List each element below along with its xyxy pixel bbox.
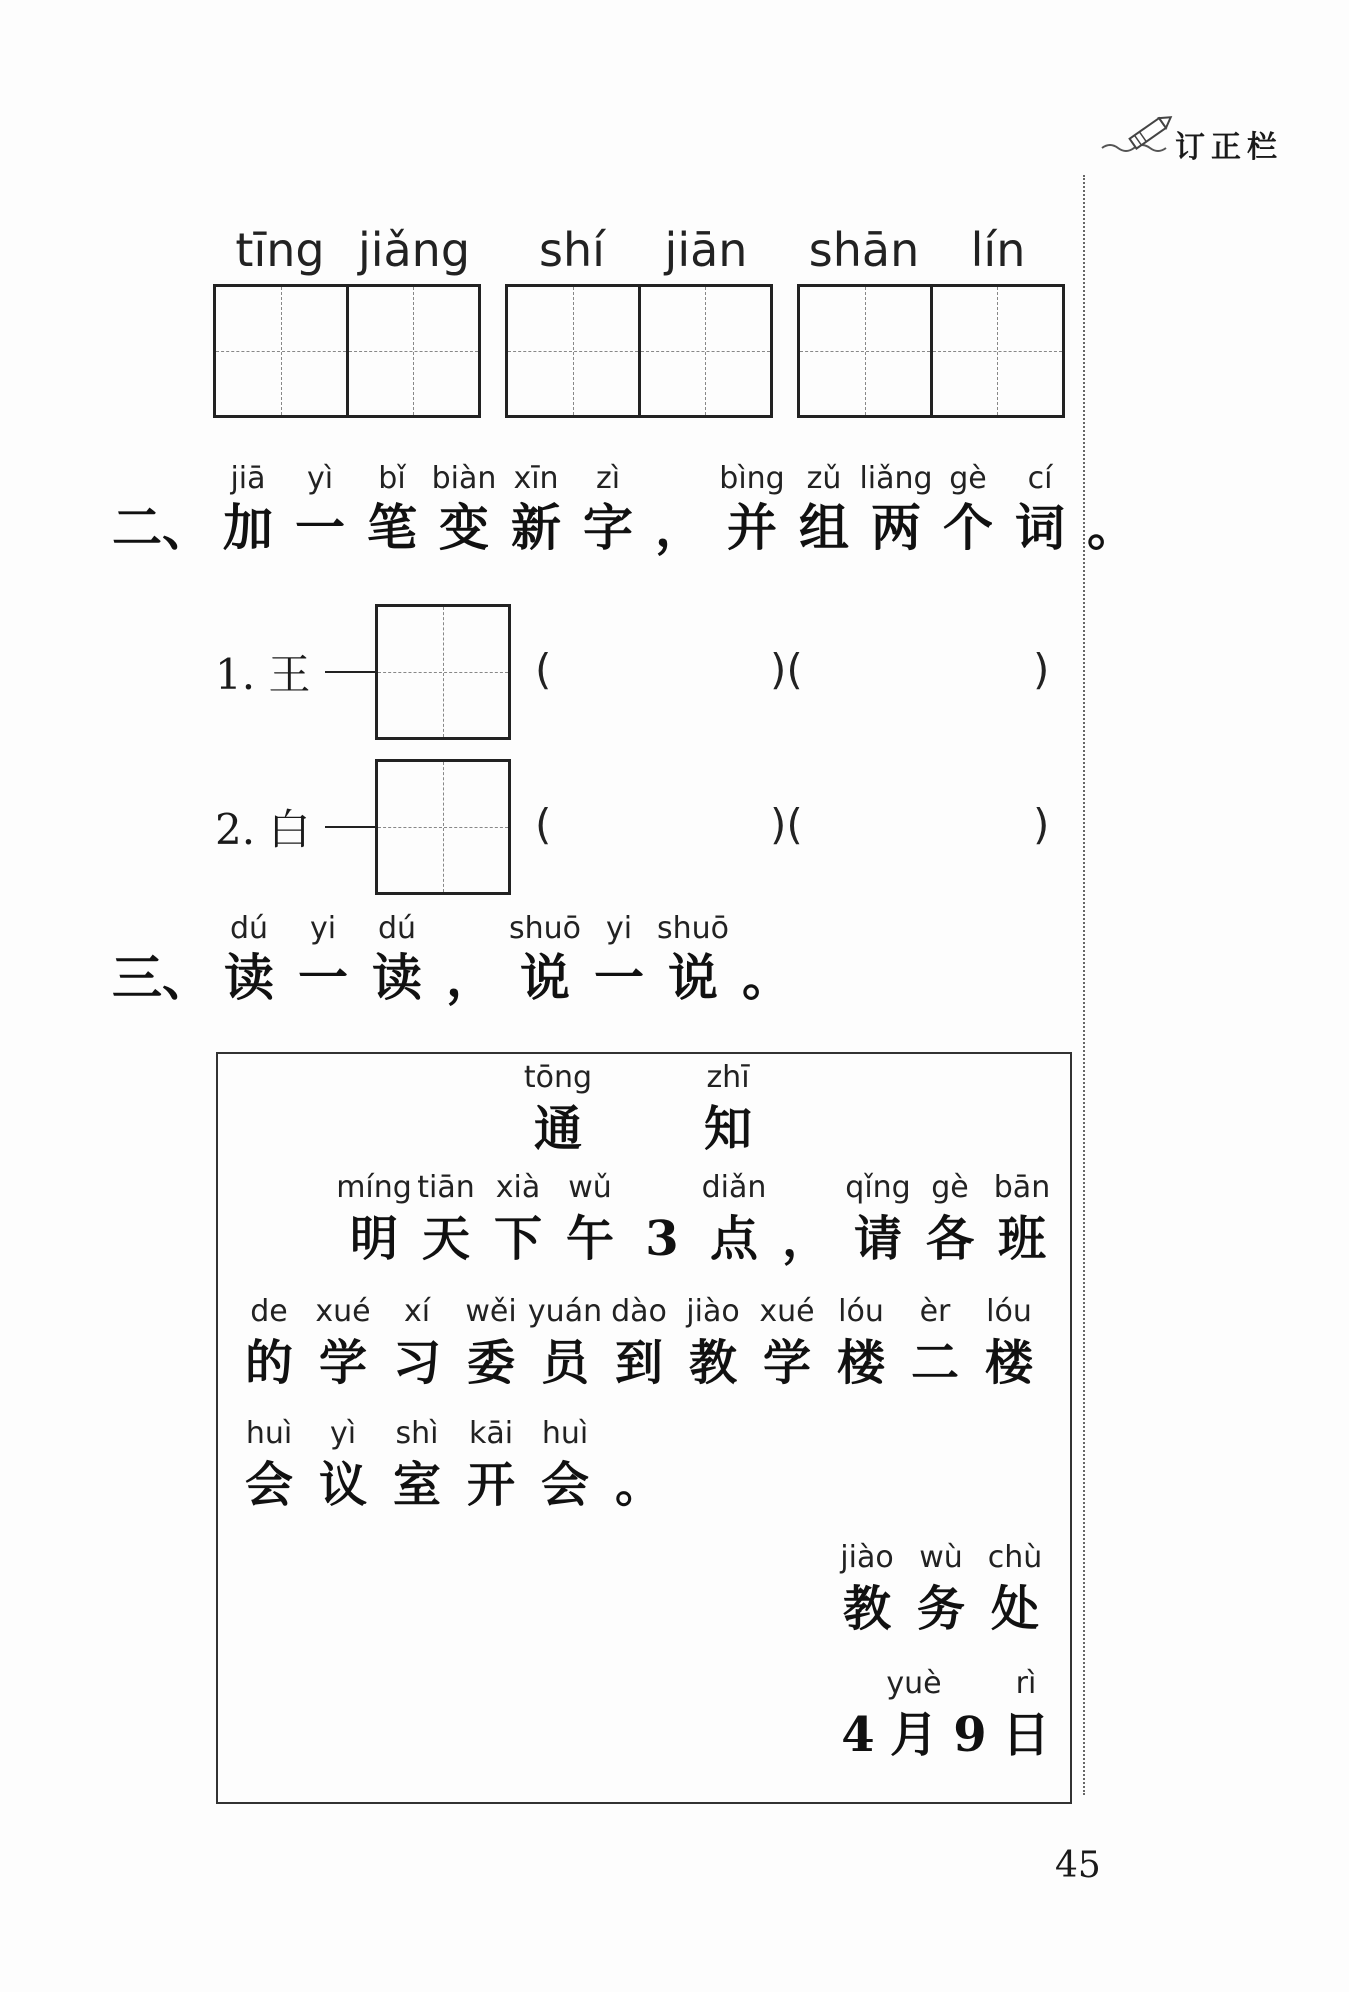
syllable: [770, 1166, 842, 1268]
writing-cell[interactable]: [641, 287, 771, 415]
syllable: [886, 1662, 942, 1764]
pinyin: yuán: [527, 1294, 603, 1329]
syllable: [212, 910, 286, 1008]
word-blank-2[interactable]: ): [1033, 800, 1050, 849]
syllable: [554, 1166, 626, 1268]
pinyin: chù: [987, 1540, 1043, 1575]
page-number: 45: [1055, 1845, 1101, 1886]
word-blank-1[interactable]: )(: [770, 800, 803, 849]
notice-line-3: [232, 1412, 676, 1514]
hanzi: 一: [298, 948, 348, 1007]
pinyin: huì: [541, 1416, 589, 1451]
writing-cell[interactable]: [800, 287, 933, 415]
syllable: [286, 910, 360, 1008]
hanzi: 一: [295, 498, 345, 557]
syllable: [284, 460, 356, 558]
syllable: [830, 1662, 886, 1764]
section-2-heading: [112, 460, 1148, 558]
section-number: 二、: [112, 498, 212, 557]
pinyin: lín: [970, 223, 1026, 277]
pinyin: wǔ: [568, 1170, 612, 1205]
pinyin: zǔ: [806, 461, 842, 496]
pinyin: gè: [931, 1170, 969, 1205]
pinyin: jiào: [686, 1294, 740, 1329]
word-blank-1[interactable]: )(: [770, 645, 803, 694]
word-blank-2[interactable]: ): [1033, 645, 1050, 694]
pinyin: bān: [993, 1170, 1051, 1205]
answer-box[interactable]: [375, 604, 511, 740]
pinyin: xià: [495, 1170, 541, 1205]
syllable: [824, 1290, 898, 1392]
syllable: [582, 910, 656, 1008]
pinyin: lóu: [838, 1294, 884, 1329]
syllable: [232, 1290, 306, 1392]
hanzi: 二: [910, 1335, 959, 1391]
hanzi: ，: [446, 948, 496, 1007]
pinyin: shān: [808, 223, 920, 277]
notice-signature: [830, 1536, 1052, 1638]
hanzi: 委: [466, 1335, 515, 1391]
syllable: [380, 1290, 454, 1392]
pinyin: yì: [306, 461, 334, 496]
syllable: [716, 460, 788, 558]
hanzi: 两: [871, 498, 921, 557]
pinyin: míng: [336, 1170, 412, 1205]
pinyin: shuō: [656, 911, 729, 946]
hanzi: 学: [318, 1335, 367, 1391]
pinyin: wù: [919, 1540, 963, 1575]
pinyin: xīn: [513, 461, 559, 496]
hanzi: 请: [853, 1211, 902, 1267]
hanzi: 议: [318, 1457, 367, 1513]
connector-line: [325, 826, 375, 828]
open-paren: (: [535, 645, 552, 694]
hanzi: 读: [224, 948, 274, 1007]
pinyin: cí: [1027, 461, 1053, 496]
notice-line-2: [232, 1290, 1046, 1392]
exercise-item-2: [215, 760, 511, 894]
pinyin: dú: [229, 911, 269, 946]
notice-line-1: [338, 1166, 1058, 1268]
hanzi: 并: [727, 498, 777, 557]
hanzi: 加: [223, 498, 273, 557]
pinyin: dú: [377, 911, 417, 946]
pinyin: kāi: [468, 1416, 514, 1451]
pinyin: liǎng: [859, 461, 933, 496]
syllable: [528, 1290, 602, 1392]
answer-box[interactable]: [375, 759, 511, 895]
hanzi: 新: [511, 498, 561, 557]
hanzi: 教: [688, 1335, 737, 1391]
pinyin: biàn: [431, 461, 497, 496]
pinyin: xué: [315, 1294, 371, 1329]
hanzi: 楼: [984, 1335, 1033, 1391]
hanzi: 务: [916, 1581, 965, 1637]
hanzi: 习: [392, 1335, 441, 1391]
syllable: [788, 460, 860, 558]
writing-cell[interactable]: [508, 287, 641, 415]
writing-cell[interactable]: [349, 287, 479, 415]
pinyin: yi: [605, 911, 633, 946]
syllable: [212, 460, 284, 558]
item-label: 2. 白: [215, 805, 311, 854]
syllable: [356, 460, 428, 558]
pinyin: xué: [759, 1294, 815, 1329]
pinyin: yuè: [886, 1666, 942, 1701]
syllable: [978, 1536, 1052, 1638]
hanzi: 教: [842, 1581, 891, 1637]
pinyin: diǎn: [701, 1170, 767, 1205]
pinyin: jiào: [840, 1540, 894, 1575]
hanzi: 的: [244, 1335, 293, 1391]
hanzi: ，: [655, 498, 705, 557]
syllable: [528, 1412, 602, 1514]
pinyin: huì: [245, 1416, 293, 1451]
hanzi: 天: [421, 1211, 470, 1267]
syllable: [914, 1166, 986, 1268]
pinyin: shuō: [508, 911, 581, 946]
syllable: [572, 460, 644, 558]
correction-divider: [1083, 175, 1085, 1795]
syllable: [454, 1290, 528, 1392]
hanzi: 到: [614, 1335, 663, 1391]
notice-box: [216, 1052, 1072, 1804]
notice-date: [830, 1662, 1054, 1764]
item-label: 1. 王: [215, 650, 311, 699]
hanzi: 楼: [836, 1335, 885, 1391]
pinyin: de: [250, 1294, 288, 1329]
syllable: [904, 1536, 978, 1638]
section-number: 三、: [112, 948, 212, 1007]
syllable: [306, 1412, 380, 1514]
writing-group-1: [213, 222, 481, 418]
hanzi: 一: [594, 948, 644, 1007]
hanzi: 午: [565, 1211, 614, 1267]
syllable: [428, 460, 500, 558]
exercise-item-1: [215, 605, 511, 739]
hanzi: 变: [439, 498, 489, 557]
hanzi: 字: [583, 498, 633, 557]
pinyin: tōng: [523, 1060, 593, 1095]
pinyin: shì: [395, 1416, 439, 1451]
syllable: [602, 1412, 676, 1514]
hanzi: 月: [889, 1707, 938, 1763]
pinyin: rì: [1015, 1666, 1037, 1701]
syllable: [434, 910, 508, 1008]
syllable: [830, 1536, 904, 1638]
syllable: [986, 1166, 1058, 1268]
hanzi: 。: [1087, 498, 1137, 557]
writing-group-3: [797, 222, 1065, 418]
syllable: [730, 910, 804, 1008]
syllable: [972, 1290, 1046, 1392]
hanzi: 9: [953, 1707, 987, 1763]
hanzi: 词: [1015, 498, 1065, 557]
pinyin: tīng: [235, 223, 325, 277]
hanzi: 开: [466, 1457, 515, 1513]
hanzi: 说: [520, 948, 570, 1007]
hanzi: 会: [540, 1457, 589, 1513]
hanzi: 会: [244, 1457, 293, 1513]
syllable: [380, 1412, 454, 1514]
pinyin: dào: [611, 1294, 667, 1329]
hanzi: 读: [372, 948, 422, 1007]
hanzi: 点: [709, 1211, 758, 1267]
syllable: [842, 1166, 914, 1268]
syllable: [482, 1166, 554, 1268]
writing-cell[interactable]: [216, 287, 349, 415]
syllable: [500, 460, 572, 558]
hanzi: 各: [925, 1211, 974, 1267]
syllable: [998, 1662, 1054, 1764]
hanzi: 3: [645, 1211, 679, 1267]
syllable: [626, 1166, 698, 1268]
pinyin: jiān: [664, 223, 748, 277]
syllable: [306, 1290, 380, 1392]
hanzi: 说: [668, 948, 718, 1007]
hanzi: 。: [614, 1457, 663, 1513]
syllable: [688, 1056, 768, 1158]
notice-title: [518, 1056, 768, 1158]
writing-group-2: [505, 222, 773, 418]
writing-cell[interactable]: [933, 287, 1063, 415]
pinyin: xí: [403, 1294, 431, 1329]
pinyin: bìng: [719, 461, 785, 496]
syllable: [602, 1290, 676, 1392]
pinyin: èr: [919, 1294, 951, 1329]
hanzi: ，: [781, 1211, 830, 1267]
hanzi: 通: [533, 1101, 582, 1157]
pinyin: lóu: [986, 1294, 1032, 1329]
pinyin: wěi: [465, 1294, 517, 1329]
syllable: [454, 1412, 528, 1514]
syllable: [656, 910, 730, 1008]
pinyin: zì: [595, 461, 621, 496]
syllable: [644, 460, 716, 558]
pinyin: gè: [949, 461, 987, 496]
hanzi: 知: [703, 1101, 752, 1157]
open-paren: (: [535, 800, 552, 849]
hanzi: 笔: [367, 498, 417, 557]
pinyin: shí: [539, 223, 605, 277]
hanzi: 室: [392, 1457, 441, 1513]
syllable: [338, 1166, 410, 1268]
syllable: [518, 1056, 598, 1158]
hanzi: 班: [997, 1211, 1046, 1267]
pencil-icon: [1100, 108, 1180, 158]
pinyin: qǐng: [845, 1170, 911, 1205]
pinyin: yi: [309, 911, 337, 946]
section-3-heading: [112, 910, 804, 1008]
pinyin: jiǎng: [357, 223, 471, 277]
syllable: [750, 1290, 824, 1392]
pinyin: zhī: [706, 1060, 750, 1095]
pinyin: jiā: [230, 461, 266, 496]
syllable: [932, 460, 1004, 558]
syllable: [860, 460, 932, 558]
hanzi: 处: [990, 1581, 1039, 1637]
connector-line: [325, 671, 375, 673]
pinyin: tiān: [417, 1170, 475, 1205]
syllable: [410, 1166, 482, 1268]
correction-column-label: 订正栏: [1175, 130, 1283, 165]
hanzi: 个: [943, 498, 993, 557]
syllable: [676, 1290, 750, 1392]
hanzi: 组: [799, 498, 849, 557]
hanzi: 员: [540, 1335, 589, 1391]
hanzi: 4: [841, 1707, 875, 1763]
hanzi: 下: [493, 1211, 542, 1267]
syllable: [232, 1412, 306, 1514]
pinyin: bǐ: [378, 461, 406, 496]
syllable: [698, 1166, 770, 1268]
hanzi: 明: [349, 1211, 398, 1267]
syllable: [1004, 460, 1076, 558]
hanzi: 。: [742, 948, 792, 1007]
pinyin: yì: [329, 1416, 357, 1451]
hanzi: 学: [762, 1335, 811, 1391]
syllable: [360, 910, 434, 1008]
syllable: [1076, 460, 1148, 558]
syllable: [898, 1290, 972, 1392]
syllable: [508, 910, 582, 1008]
syllable: [942, 1662, 998, 1764]
hanzi: 日: [1001, 1707, 1050, 1763]
